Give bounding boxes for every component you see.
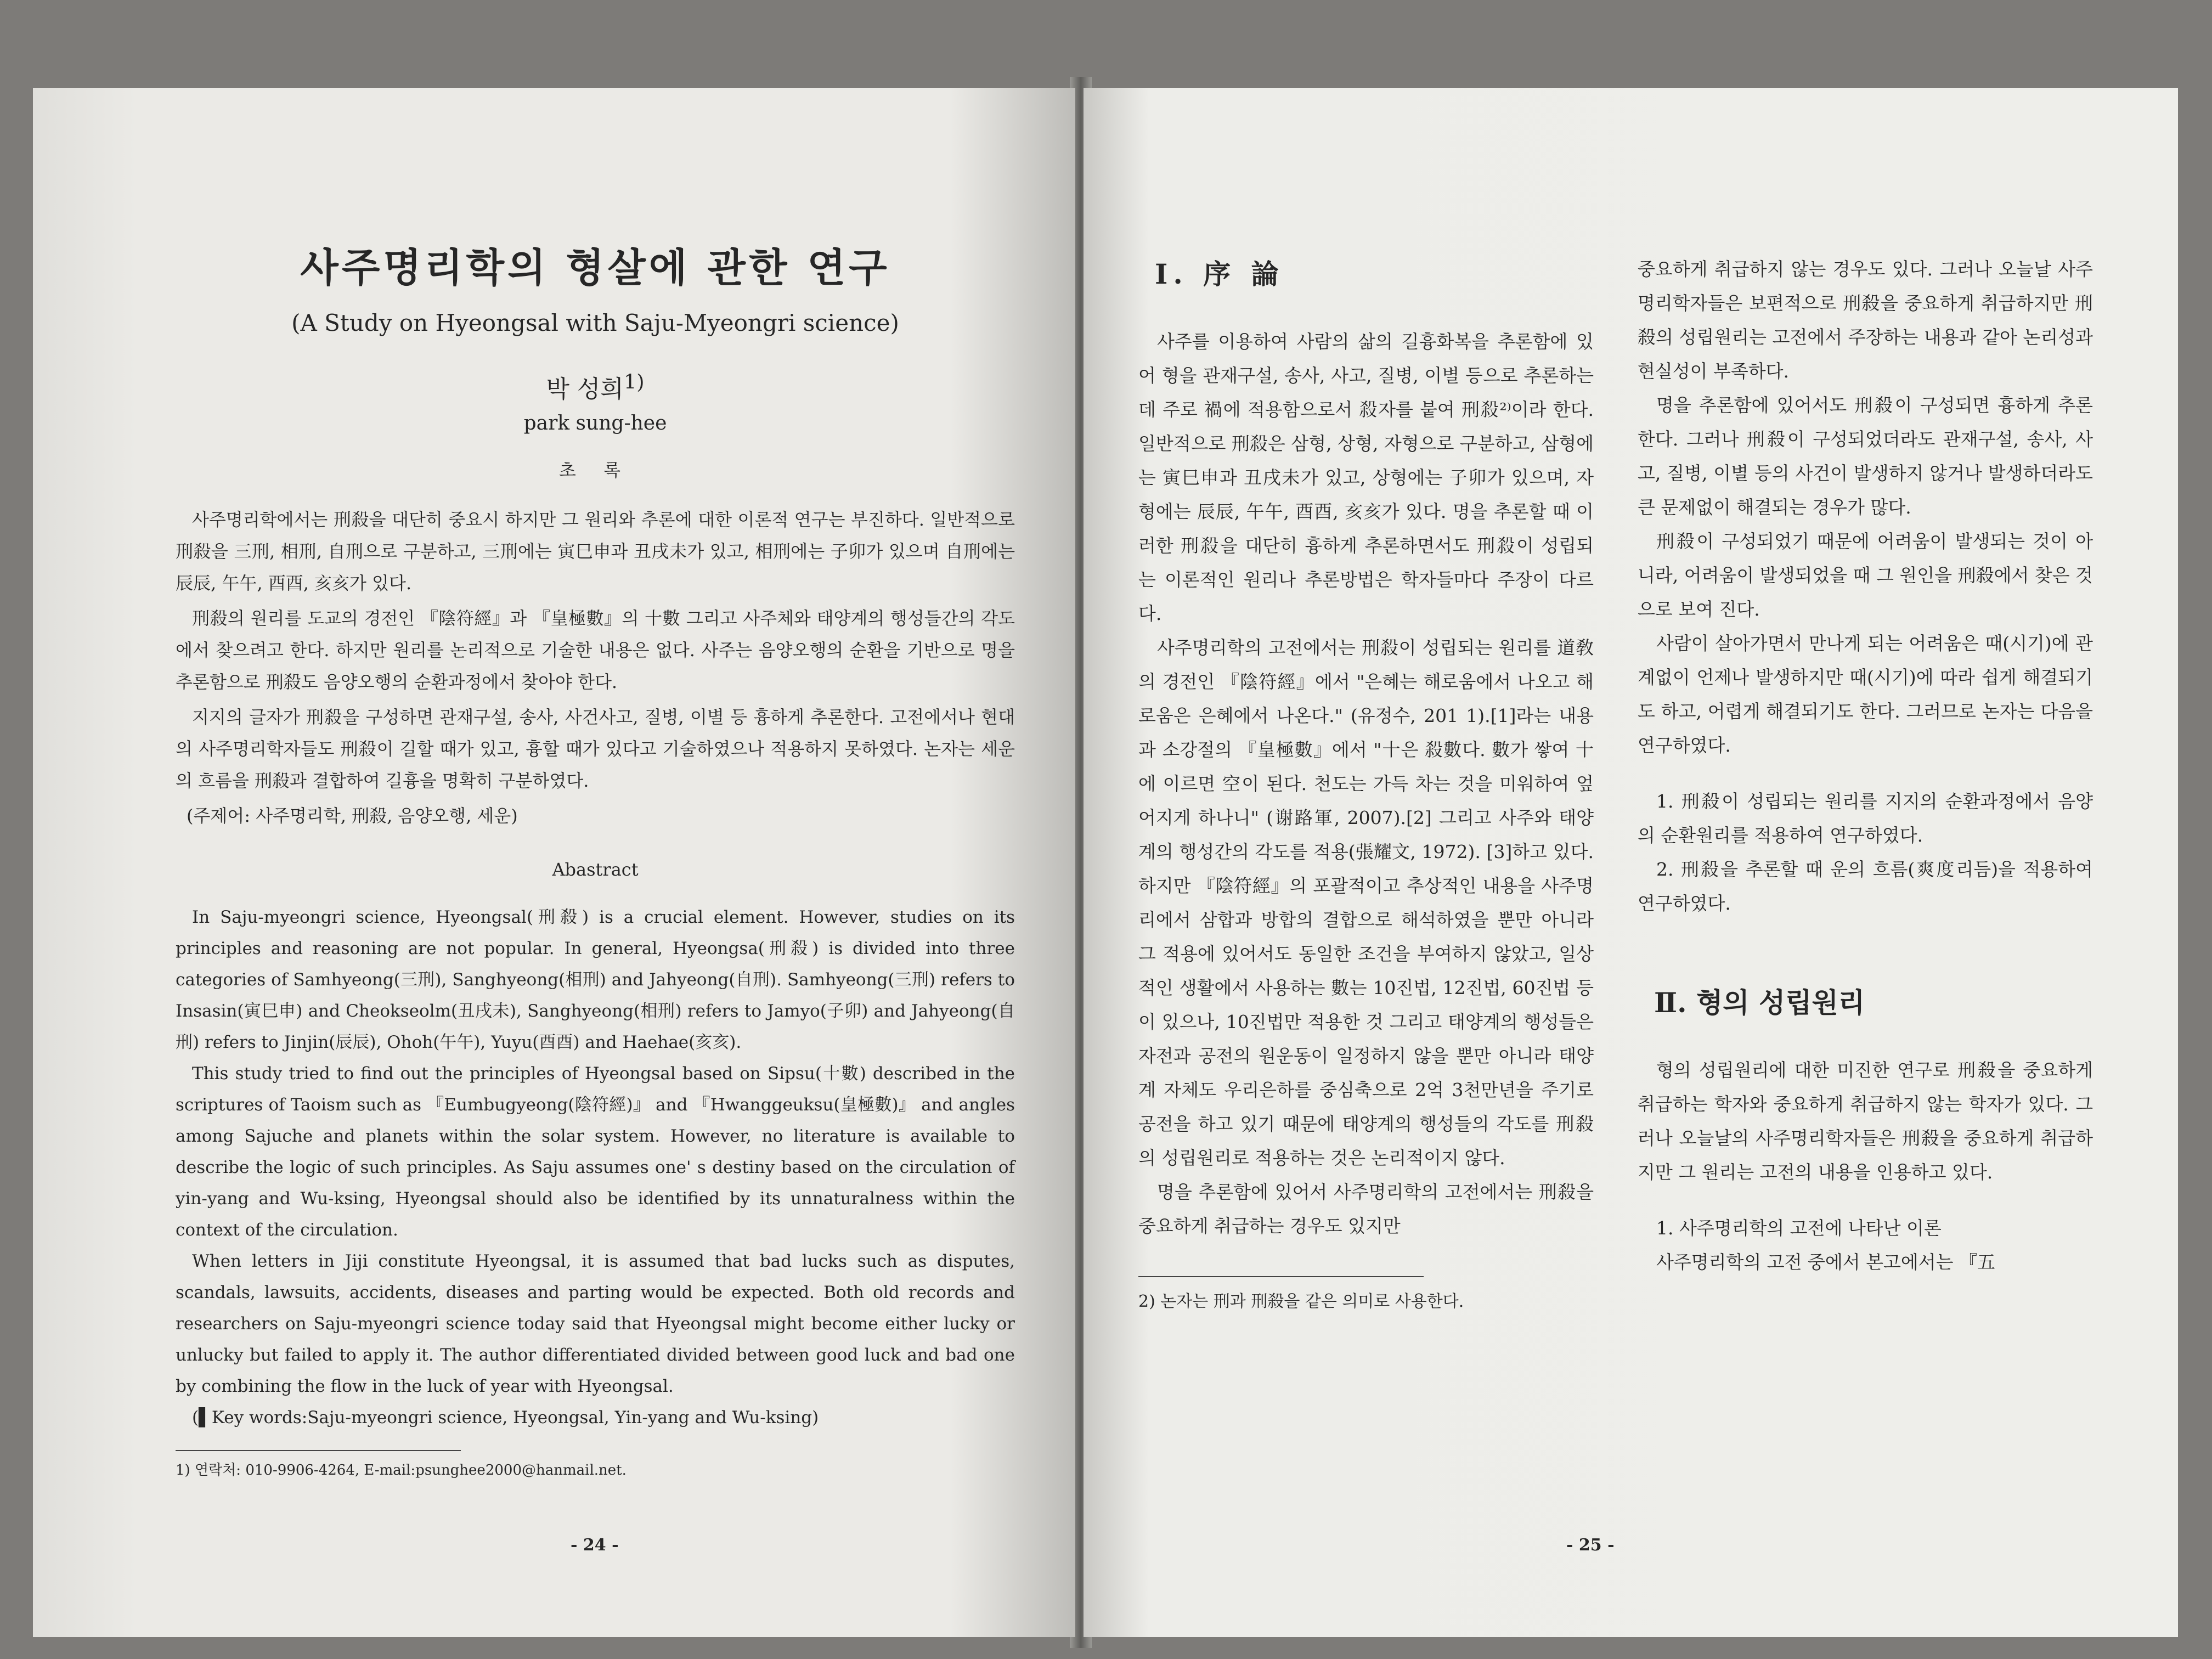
- column-left: [1138, 252, 1594, 1319]
- body-paragraph: 명을 추론함에 있어서 사주명리학의 고전에서는 刑殺을 중요하게 취급하는 경우도 있지만: [1138, 1181, 1594, 1237]
- section-heading: Ⅱ. 형의 성립원리: [1654, 986, 1865, 1019]
- author-name: 박 성희$^{1)}$: [546, 370, 645, 403]
- keywords-en: (▌Key words:Saju-myeongri science, Hyeongsal, Yin-yang and Wu-ksing): [192, 1408, 819, 1427]
- body-paragraph: 사람이 살아가면서 만나게 되는 어려움은 때(시기)에 관계없이 언제나 발생하지만 때(시기)에 따라 쉽게 해결되기도 하고, 어렵게 해결되기도 한다. 그러므로 논자는 다음을 연구하였다.: [1638, 633, 2093, 756]
- footnote-rule: [1138, 1276, 1424, 1277]
- footnote: 1) 연락처: 010-9906-4264, E-mail:psunghee2000@hanmail.net.: [176, 1462, 627, 1479]
- section-heading: Ⅰ. 序 論: [1155, 258, 1284, 290]
- abstract-paragraph: 지지의 글자가 刑殺을 구성하면 관재구설, 송사, 사건사고, 질병, 이별 등 흉하게 추론한다. 고전에서나 현대의 사주명리학자들도 刑殺이 길할 때가 있고, 흉할 때가 있다고 기술하였으나 적용하지 못하였다. 논자는 세운의 흐름을 刑殺과 결합하여 길흉을 명확히 구분하였다.: [176, 707, 1015, 791]
- abstract-label: 초 록: [559, 460, 631, 481]
- abstract-paragraph: 사주명리학에서는 刑殺을 대단히 중요시 하지만 그 원리와 추론에 대한 이론적 연구는 부진하다. 일반적으로 刑殺을 三刑, 相刑, 自刑으로 구분하고, 三刑에는 寅巳申과 丑戌未가 있고, 相刑에는 子卯가 있으며 自刑에는 辰辰, 午午, 酉酉, 亥亥가 있다.: [176, 509, 1015, 594]
- abstract-en-paragraph: In Saju-myeongri science, Hyeongsal(刑殺) is a crucial element. However, studies on its principles and reasoning are not popular. In general, Hyeongsa(刑殺) is divided into three categories of Samhyeong(三刑), Sanghyeong(相刑) and Jahyeong(自刑). Samhyeong(三刑) refers to Insasin(寅巳申) and Cheokseolm(丑戌未), Sanghyeong(相刑) refers to Jamyo(子卯) and Jahyeong(自刑) refers to Jinjin(辰辰), Ohoh(午午), Yuyu(酉酉) and Haehae(亥亥).: [176, 907, 1015, 1052]
- footnote: 2) 논자는 刑과 刑殺을 같은 의미로 사용한다.: [1138, 1292, 1464, 1311]
- subsection-heading: 1. 사주명리학의 고전에 나타난 이론: [1656, 1217, 1942, 1239]
- body-paragraph: 형의 성립원리에 대한 미진한 연구로 刑殺을 중요하게 취급하는 학자와 중요하게 취급하지 않는 학자가 있다. 그러나 오늘날의 사주명리학자들은 刑殺을 중요하게 취급하지만 그 원리는 고전의 내용을 인용하고 있다.: [1638, 1059, 2093, 1183]
- body-paragraph: 사주명리학의 고전 중에서 본고에서는 『五: [1656, 1251, 1996, 1273]
- body-paragraph: 명을 추론함에 있어서도 刑殺이 구성되면 흉하게 추론한다. 그러나 刑殺이 구성되었더라도 관재구설, 송사, 사고, 질병, 이별 등의 사건이 발생하지 않거나 발생하더라도 큰 문제없이 해결되는 경우가 많다.: [1638, 394, 2093, 518]
- author-name-en: park sung-hee: [523, 412, 667, 435]
- paper-title: 사주명리학의 형살에 관한 연구: [300, 244, 890, 291]
- keywords-ko: (주제어: 사주명리학, 刑殺, 음양오행, 세운): [187, 805, 518, 826]
- footnote-rule: [176, 1450, 461, 1451]
- author-footnote-mark: 1): [623, 370, 645, 394]
- body-paragraph: 사주명리학의 고전에서는 刑殺이 성립되는 원리를 道敎의 경전인 『陰符經』에서 "은혜는 해로움에서 나오고 해로움은 은혜에서 나온다." (유정수, 201 1).[1]라는 내용과 소강절의 『皇極數』에서 "十은 殺數다. 數가 쌓여 十에 이르면 空이 된다. 천도는 가득 차는 것을 미워하여 엎어지게 하나니" (谢路軍, 2007).[2] 그리고 사주와 태양계의 행성간의 각도를 적용(張耀文, 1972). [3]하고 있다. 하지만 『陰符經』의 포괄적이고 추상적인 내용을 사주명리에서 삼합과 방합의 결합으로 해석하였을 뿐만 아니라 그 적용에 있어서도 동일한 조건을 부여하지 않았고, 일상적인 생활에서 사용하는 數는 10진법, 12진법, 60진법 등이 있으나, 10진법만 적용한 것 그리고 태양계의 행성들은 자전과 공전의 원운동이 일정하지 않을 뿐만 아니라 태양계 자체도 우리은하를 중심축으로 2억 3천만년을 주기로 공전을 하고 있기 때문에 태양계의 행성들의 각도를 刑殺의 성립원리로 적용하는 것은 논리적이지 않다.: [1138, 637, 1594, 1169]
- list-item: 2. 刑殺을 추론할 때 운의 흐름(爽度리듬)을 적용하여 연구하였다.: [1638, 859, 2093, 914]
- list-item: 1. 刑殺이 성립되는 원리를 지지의 순환과정에서 음양의 순환원리를 적용하여 연구하였다.: [1638, 791, 2093, 846]
- paper-subtitle: (A Study on Hyeongsal with Saju-Myeongri science): [291, 309, 899, 336]
- column-right: [1638, 252, 2093, 1319]
- abstract-paragraph: 刑殺의 원리를 도교의 경전인 『陰符經』과 『皇極數』의 十數 그리고 사주체와 태양계의 행성들간의 각도에서 찾으려고 한다. 하지만 원리를 논리적으로 기술한 내용은 없다. 사주는 음양오행의 순환을 기반으로 명을 추론함으로 刑殺도 음양오행의 순환과정에서 찾아야 한다.: [176, 608, 1015, 692]
- body-paragraph: 중요하게 취급하지 않는 경우도 있다. 그러나 오늘날 사주명리학자들은 보편적으로 刑殺을 중요하게 취급하지만 刑殺의 성립원리는 고전에서 주장하는 내용과 같아 논리성과 현실성이 부족하다.: [1638, 258, 2093, 382]
- abstract-en-label: Abastract: [552, 859, 639, 880]
- page-number: - 24 -: [571, 1536, 619, 1555]
- abstract-en-paragraph: When letters in Jiji constitute Hyeongsal, it is assumed that bad lucks such as disputes, scandals, lawsuits, accidents, diseases and parting would be expected. Both old records and researchers on Saju-myeongri science today said that Hyeongsal might become either lucky or unlucky but failed to apply it. The author differentiated divided between good luck and bad one by combining the flow in the luck of year with Hyeongsal.: [176, 1251, 1015, 1396]
- page-number: - 25 -: [1566, 1536, 1615, 1555]
- left-page: [33, 88, 1075, 1637]
- body-paragraph: 사주를 이용하여 사람의 삶의 길흉화복을 추론함에 있어 형을 관재구설, 송사, 사고, 질병, 이별 등으로 추론하는데 주로 禍에 적용함으로서 殺자를 붙여 刑殺²⁾이라 한다. 일반적으로 刑殺은 삼형, 상형, 자형으로 구분하고, 삼형에는 寅巳申과 丑戌未가 있고, 상형에는 子卯가 있으며, 자형에는 辰辰, 午午, 酉酉, 亥亥가 있다. 명을 추론할 때 이러한 刑殺을 대단히 흉하게 추론하면서도 刑殺이 성립되는 이론적인 원리나 추론방법은 학자들마다 주장이 다르다.: [1138, 331, 1594, 624]
- abstract-en-paragraph: This study tried to find out the principles of Hyeongsal based on Sipsu(十數) described in the scriptures of Taoism such as 『Eumbugyeong(陰符經)』 and 『Hwanggeuksu(皇極數)』 and angles among Sajuche and planets within the solar system. However, no literature is available to describe the logic of such principles. As Saju assumes one' s destiny based on the circulation of yin-yang and Wu-ksing, Hyeongsal should also be identified by its unnaturalness within the context of the circulation.: [176, 1064, 1015, 1240]
- body-paragraph: 刑殺이 구성되었기 때문에 어려움이 발생되는 것이 아니라, 어려움이 발생되었을 때 그 원인을 刑殺에서 찾은 것으로 보여 진다.: [1638, 531, 2093, 620]
- right-page: [1084, 88, 2178, 1637]
